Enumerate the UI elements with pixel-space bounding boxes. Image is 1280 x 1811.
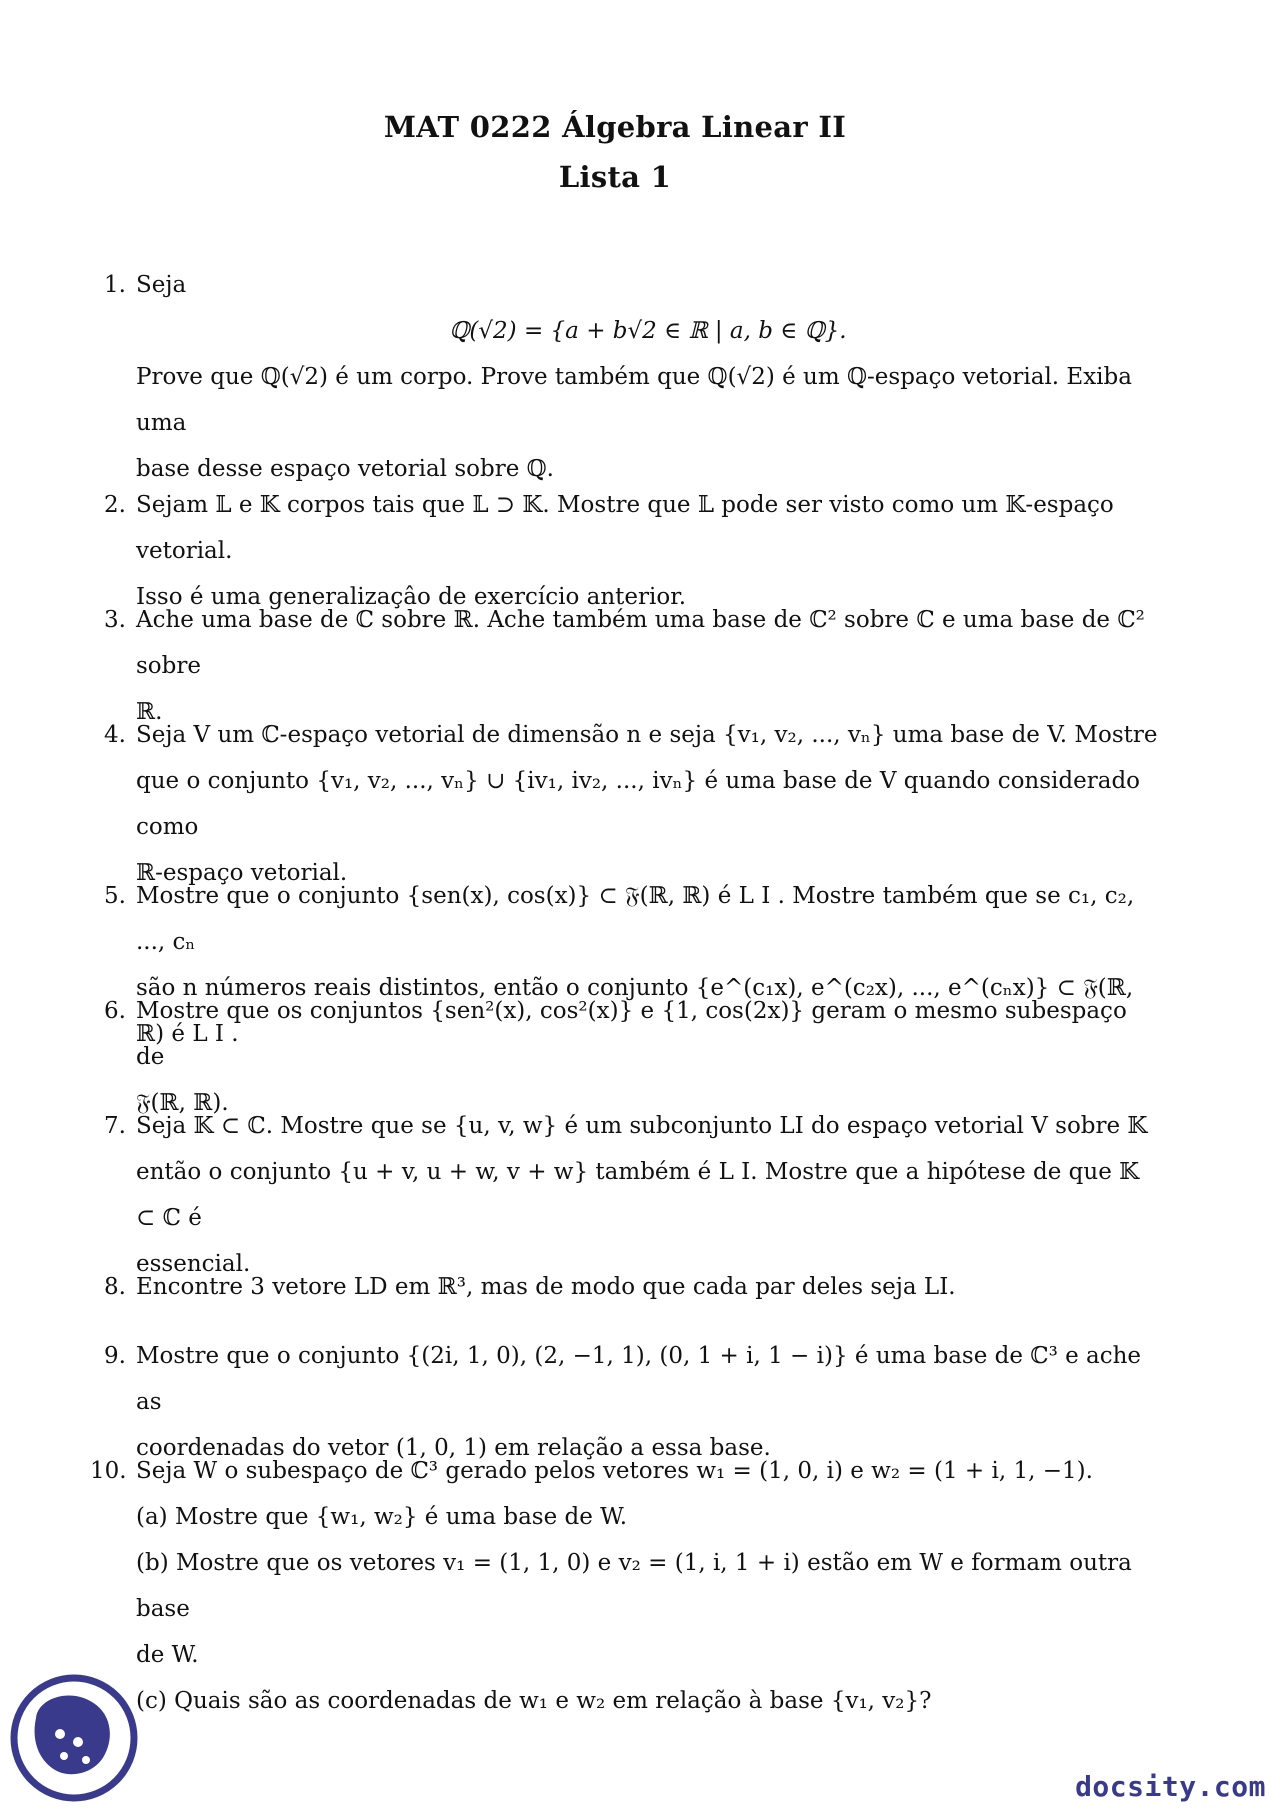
problem-text: Mostre que os conjuntos {sen²(x), cos²(x)} e {1, cos(2x)} geram o mesmo subespaço de [136,998,1127,1070]
problem-text: Seja 𝕂 ⊂ ℂ. Mostre que se {u, v, w} é um subconjunto LI do espaço vetorial V sobre 𝕂 [136,1113,1148,1139]
problem-7 [90,1103,1160,1287]
course-title: MAT 0222 Álgebra Linear II [383,110,847,144]
problem-text: Ache uma base de ℂ sobre ℝ. Ache também uma base de ℂ² sobre ℂ e uma base de ℂ² sobre [136,607,1145,679]
docsity-logo-icon [8,1672,140,1804]
problem-text: Prove que ℚ(√2) é um corpo. Prove também que ℚ(√2) é um ℚ-espaço vetorial. Exiba uma [136,364,1132,436]
problem-text: 𝔉(ℝ, ℝ). [136,1090,229,1116]
problem-text: então o conjunto {u + v, u + w, v + w} também é L I. Mostre que a hipótese de que 𝕂 ⊂ ℂ é [136,1159,1140,1231]
list-title: Lista 1 [558,160,672,194]
problem-number: 4. [104,722,126,748]
problem-text: Seja V um ℂ-espaço vetorial de dimensão n e seja {v₁, v₂, ..., vₙ} uma base de V. Mostre [136,722,1158,748]
problem-text: Isso é uma generalizaçâo de exercício anterior. [136,584,687,610]
problem-number: 10. [90,1458,127,1484]
problem-number: 9. [104,1343,126,1369]
problem-subitem-b-continued: de W. [136,1642,199,1668]
problem-number: 1. [104,272,126,298]
problem-number: 8. [104,1274,126,1300]
problem-8 [90,1264,1160,1310]
problem-text: Mostre que o conjunto {(2i, 1, 0), (2, −1, 1), (0, 1 + i, 1 − i)} é uma base de ℂ³ e ache as [136,1343,1142,1415]
problem-number: 6. [104,998,126,1024]
problem-10 [90,1448,1160,1724]
problem-subitem-b: (b) Mostre que os vetores v₁ = (1, 1, 0) e v₂ = (1, i, 1 + i) estão em W e formam outra base [136,1550,1132,1622]
problem-text: Encontre 3 vetore LD em ℝ³, mas de modo que cada par deles seja LI. [136,1274,956,1300]
problem-display-equation: ℚ(√2) = {a + b√2 ∈ ℝ | a, b ∈ ℚ}. [449,318,847,344]
problem-number: 3. [104,607,126,633]
problem-text: ℝ. [136,699,163,725]
docsity-watermark[interactable]: docsity.com [1075,1770,1266,1803]
problem-4 [90,712,1160,896]
problem-text: são n números reais distintos, então o conjunto {e^(c₁x), e^(c₂x), ..., e^(cₙx)} ⊂ 𝔉(ℝ, ℝ) é L I . [136,975,1134,1047]
problem-text: coordenadas do vetor (1, 0, 1) em relação a essa base. [136,1435,771,1461]
problem-text: que o conjunto {v₁, v₂, ..., vₙ} ∪ {iv₁, iv₂, ..., ivₙ} é uma base de V quando considerado como [136,768,1141,840]
problem-number: 2. [104,492,126,518]
problem-text: Mostre que o conjunto {sen(x), cos(x)} ⊂ 𝔉(ℝ, ℝ) é L I . Mostre também que se c₁, c₂, ..., cₙ [136,883,1135,955]
problem-text: base desse espaço vetorial sobre ℚ. [136,456,554,482]
problem-number: 7. [104,1113,126,1139]
problem-subitem-c: (c) Quais são as coordenadas de w₁ e w₂ em relação à base {v₁, v₂}? [136,1688,932,1714]
problem-text: Sejam 𝕃 e 𝕂 corpos tais que 𝕃 ⊃ 𝕂. Mostre que 𝕃 pode ser visto como um 𝕂-espaço vetorial. [136,492,1114,564]
problem-number: 5. [104,883,126,909]
problem-text: ℝ-espaço vetorial. [136,860,348,886]
problem-text: essencial. [136,1251,251,1277]
problem-1 [90,262,1160,492]
problem-text: Seja [136,272,187,298]
problem-text: Seja W o subespaço de ℂ³ gerado pelos vetores w₁ = (1, 0, i) e w₂ = (1 + i, 1, −1). [136,1458,1093,1484]
problem-subitem-a: (a) Mostre que {w₁, w₂} é uma base de W. [136,1504,628,1530]
